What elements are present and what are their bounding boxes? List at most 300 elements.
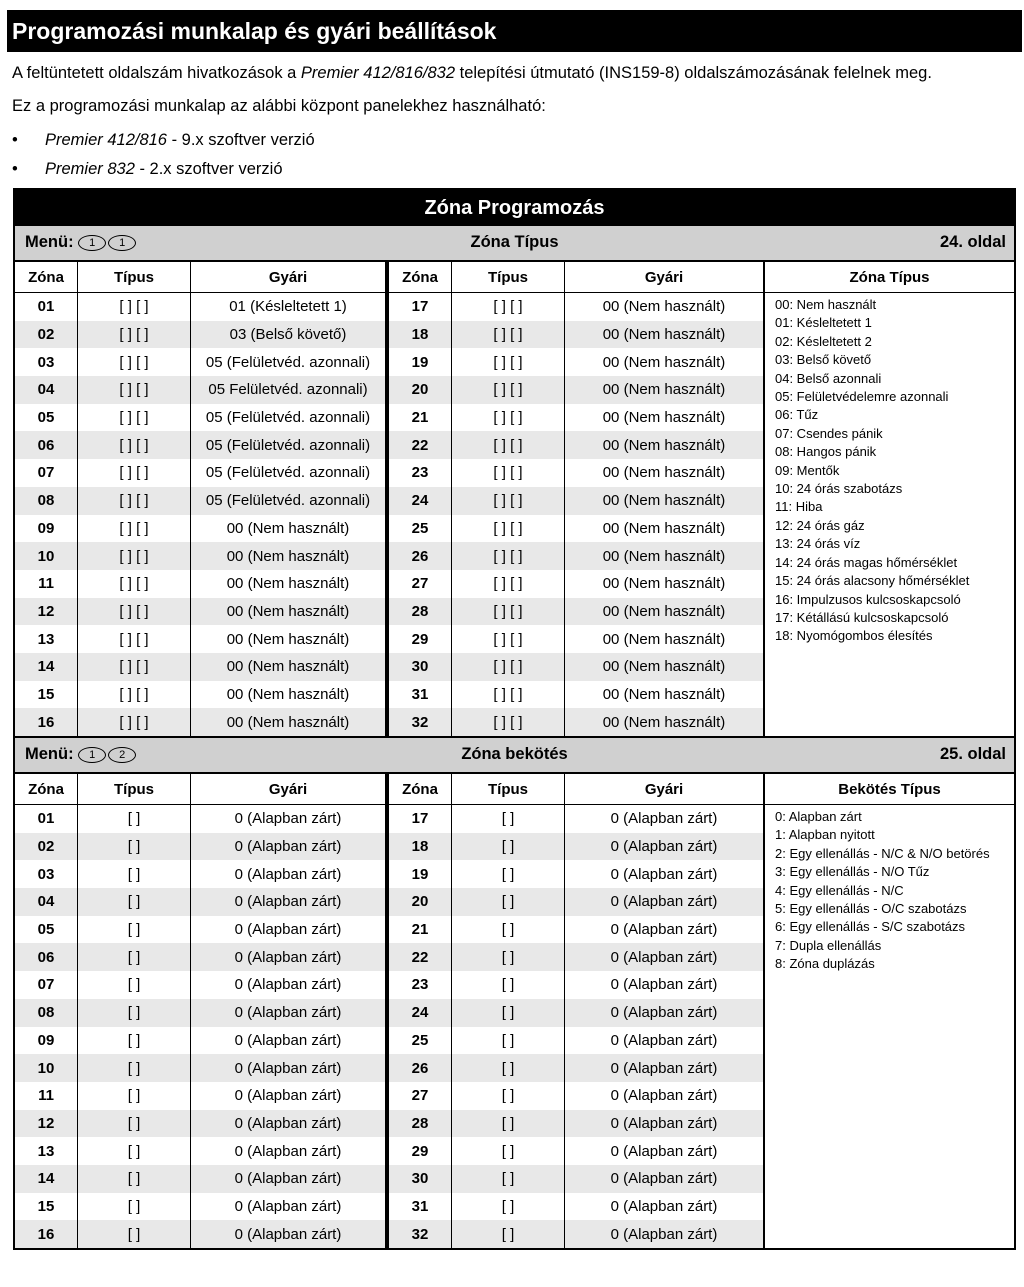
default-value: 0 (Alapban zárt) bbox=[234, 1197, 342, 1215]
default-value: 0 (Alapban zárt) bbox=[610, 838, 718, 856]
legend-item: 15: 24 órás alacsony hőmérséklet bbox=[775, 573, 970, 589]
table-row bbox=[389, 1220, 763, 1248]
type-entry-field[interactable]: [ ] bbox=[452, 888, 565, 916]
default-value: 0 (Alapban zárt) bbox=[234, 865, 342, 883]
type-entry-field[interactable]: [ ] [ ] bbox=[452, 570, 565, 598]
table-row bbox=[389, 708, 763, 736]
type-entry-field[interactable]: [ ] bbox=[78, 1165, 191, 1193]
zone-number: 26 bbox=[389, 542, 452, 570]
table-row bbox=[389, 1027, 763, 1055]
type-entry-field[interactable]: [ ] bbox=[452, 805, 565, 833]
default-value: 00 (Nem használt) bbox=[602, 575, 726, 593]
default-value: 00 (Nem használt) bbox=[602, 298, 726, 316]
default-value: 00 (Nem használt) bbox=[602, 381, 726, 399]
table-row bbox=[389, 805, 763, 833]
zone-number: 01 bbox=[15, 805, 78, 833]
legend-item: 00: Nem használt bbox=[775, 297, 877, 312]
table-row bbox=[15, 833, 385, 861]
default-value: 00 (Nem használt) bbox=[602, 713, 726, 731]
default-value: 05 (Felületvéd. azonnali) bbox=[205, 353, 371, 371]
type-entry-field[interactable]: [ ] [ ] bbox=[78, 293, 191, 321]
default-value: 00 (Nem használt) bbox=[226, 602, 350, 620]
table-row bbox=[15, 1082, 385, 1110]
zone-number: 28 bbox=[389, 1110, 452, 1138]
type-entry-field[interactable]: [ ] bbox=[78, 999, 191, 1027]
type-entry-field[interactable]: [ ] bbox=[78, 916, 191, 944]
default-value: 0 (Alapban zárt) bbox=[610, 1004, 718, 1022]
table-row bbox=[15, 598, 385, 626]
type-entry-field[interactable]: [ ] bbox=[452, 1082, 565, 1110]
legend-item: 6: Egy ellenállás - S/C szabotázs bbox=[775, 919, 966, 935]
legend-item: 7: Dupla ellenállás bbox=[775, 937, 882, 953]
zone-column bbox=[389, 262, 765, 736]
zone-number: 12 bbox=[15, 1110, 78, 1138]
default-value: 0 (Alapban zárt) bbox=[610, 1170, 718, 1188]
zone-number: 24 bbox=[389, 487, 452, 515]
table-row bbox=[15, 916, 385, 944]
zone-number: 01 bbox=[15, 293, 78, 321]
zone-number: 07 bbox=[15, 459, 78, 487]
zone-number: 23 bbox=[389, 971, 452, 999]
default-value: 0 (Alapban zárt) bbox=[234, 893, 342, 911]
legend-item: 05: Felületvédelemre azonnali bbox=[775, 389, 949, 405]
legend-item: 0: Alapban zárt bbox=[775, 809, 862, 824]
table-row bbox=[15, 348, 385, 376]
type-entry-field[interactable]: [ ] [ ] bbox=[78, 708, 191, 736]
default-value: 00 (Nem használt) bbox=[226, 630, 350, 648]
menu-label: Menü: 1 2 bbox=[25, 738, 138, 770]
type-entry-field[interactable]: [ ] [ ] bbox=[452, 625, 565, 653]
table-row bbox=[389, 376, 763, 404]
default-value: 00 (Nem használt) bbox=[226, 685, 350, 703]
type-entry-field[interactable]: [ ] bbox=[452, 1220, 565, 1248]
type-entry-field[interactable]: [ ] bbox=[452, 860, 565, 888]
table-row bbox=[15, 542, 385, 570]
zone-column bbox=[389, 774, 765, 1248]
type-entry-field[interactable]: [ ] [ ] bbox=[452, 431, 565, 459]
type-entry-field[interactable]: [ ] [ ] bbox=[78, 653, 191, 681]
type-entry-field[interactable]: [ ] bbox=[78, 971, 191, 999]
type-entry-field[interactable]: [ ] [ ] bbox=[78, 404, 191, 432]
zone-number: 28 bbox=[389, 598, 452, 626]
header-type: Típus bbox=[452, 774, 565, 804]
legend-item: 01: Késleltetett 1 bbox=[775, 315, 872, 331]
default-value: 00 (Nem használt) bbox=[602, 326, 726, 344]
bullet-item: • Premier 832 - 2.x szoftver verzió bbox=[12, 160, 283, 178]
table-row bbox=[15, 971, 385, 999]
zone-number: 09 bbox=[15, 1027, 78, 1055]
table-row bbox=[15, 708, 385, 736]
table-row bbox=[15, 321, 385, 349]
header-default: Gyári bbox=[268, 268, 308, 286]
menu-key-1: 1 bbox=[78, 747, 106, 763]
default-value: 0 (Alapban zárt) bbox=[234, 976, 342, 994]
zone-number: 24 bbox=[389, 999, 452, 1027]
table-row bbox=[15, 376, 385, 404]
menu-key-2: 2 bbox=[108, 747, 136, 763]
type-entry-field[interactable]: [ ] bbox=[452, 1137, 565, 1165]
table-row bbox=[15, 1110, 385, 1138]
default-value: 05 Felületvéd. azonnali) bbox=[208, 381, 368, 399]
menu-key-2: 1 bbox=[108, 235, 136, 251]
default-value: 0 (Alapban zárt) bbox=[234, 1142, 342, 1160]
zone-column bbox=[15, 262, 389, 736]
default-value: 00 (Nem használt) bbox=[602, 353, 726, 371]
table-row bbox=[389, 598, 763, 626]
legend-item: 18: Nyomógombos élesítés bbox=[775, 628, 933, 644]
default-value: 00 (Nem használt) bbox=[602, 436, 726, 454]
zone-number: 10 bbox=[15, 542, 78, 570]
default-value: 0 (Alapban zárt) bbox=[610, 1142, 718, 1160]
legend-item: 02: Késleltetett 2 bbox=[775, 333, 872, 349]
table-row bbox=[389, 293, 763, 321]
type-entry-field[interactable]: [ ] [ ] bbox=[452, 376, 565, 404]
table-row bbox=[15, 1165, 385, 1193]
table-row bbox=[15, 404, 385, 432]
table-row bbox=[389, 1082, 763, 1110]
menu-title: Zóna Típus bbox=[470, 233, 559, 251]
zone-number: 25 bbox=[389, 515, 452, 543]
default-value: 0 (Alapban zárt) bbox=[234, 1114, 342, 1132]
table-row bbox=[15, 805, 385, 833]
table-row bbox=[389, 1165, 763, 1193]
table-row bbox=[389, 625, 763, 653]
default-value: 00 (Nem használt) bbox=[602, 602, 726, 620]
type-entry-field[interactable]: [ ] bbox=[452, 1165, 565, 1193]
table-row bbox=[15, 888, 385, 916]
table-row bbox=[15, 1193, 385, 1221]
type-entry-field[interactable]: [ ] [ ] bbox=[78, 321, 191, 349]
zone-number: 30 bbox=[389, 1165, 452, 1193]
default-value: 0 (Alapban zárt) bbox=[610, 921, 718, 939]
default-value: 00 (Nem használt) bbox=[602, 547, 726, 565]
table-row bbox=[15, 515, 385, 543]
type-entry-field[interactable]: [ ] [ ] bbox=[78, 570, 191, 598]
zone-number: 13 bbox=[15, 625, 78, 653]
type-entry-field[interactable]: [ ] bbox=[78, 860, 191, 888]
default-value: 0 (Alapban zárt) bbox=[610, 1031, 718, 1049]
zone-number: 14 bbox=[15, 1165, 78, 1193]
type-entry-field[interactable]: [ ] bbox=[452, 1193, 565, 1221]
default-value: 0 (Alapban zárt) bbox=[234, 1170, 342, 1188]
default-value: 0 (Alapban zárt) bbox=[234, 1225, 342, 1243]
table-row bbox=[389, 1054, 763, 1082]
zone-number: 17 bbox=[389, 293, 452, 321]
zone-number: 21 bbox=[389, 916, 452, 944]
default-value: 0 (Alapban zárt) bbox=[610, 893, 718, 911]
type-entry-field[interactable]: [ ] bbox=[78, 805, 191, 833]
table-row bbox=[389, 888, 763, 916]
type-entry-field[interactable]: [ ] [ ] bbox=[452, 348, 565, 376]
default-value: 0 (Alapban zárt) bbox=[234, 1087, 342, 1105]
menu-title: Zóna bekötés bbox=[461, 745, 568, 763]
table-row bbox=[15, 653, 385, 681]
table-header bbox=[15, 774, 385, 805]
table-row bbox=[389, 321, 763, 349]
zone-number: 12 bbox=[15, 598, 78, 626]
zone-number: 08 bbox=[15, 487, 78, 515]
table-row bbox=[389, 459, 763, 487]
default-value: 0 (Alapban zárt) bbox=[610, 1197, 718, 1215]
zone-number: 15 bbox=[15, 1193, 78, 1221]
intro-line-1: A feltüntetett oldalszám hivatkozások a Premier 412/816/832 telepítési útmutató (INS159-8) oldalszámozásának felelnek meg. bbox=[12, 64, 932, 82]
zone-number: 27 bbox=[389, 570, 452, 598]
zone-number: 04 bbox=[15, 376, 78, 404]
table-row bbox=[15, 293, 385, 321]
default-value: 03 (Belső követő) bbox=[229, 326, 347, 344]
type-entry-field[interactable]: [ ] bbox=[452, 1054, 565, 1082]
default-value: 00 (Nem használt) bbox=[602, 630, 726, 648]
table-row bbox=[389, 916, 763, 944]
zone-number: 22 bbox=[389, 431, 452, 459]
zone-number: 14 bbox=[15, 653, 78, 681]
type-entry-field[interactable]: [ ] bbox=[78, 1054, 191, 1082]
default-value: 0 (Alapban zárt) bbox=[234, 838, 342, 856]
type-entry-field[interactable]: [ ] bbox=[78, 1137, 191, 1165]
type-entry-field[interactable]: [ ] bbox=[452, 833, 565, 861]
zone-number: 05 bbox=[15, 404, 78, 432]
type-entry-field[interactable]: [ ] [ ] bbox=[452, 542, 565, 570]
zone-number: 09 bbox=[15, 515, 78, 543]
menu-label: Menü: 1 1 bbox=[25, 226, 138, 258]
type-entry-field[interactable]: [ ] [ ] bbox=[78, 625, 191, 653]
header-type: Típus bbox=[78, 262, 191, 292]
type-entry-field[interactable]: [ ] bbox=[78, 1220, 191, 1248]
menu-bar bbox=[15, 226, 1014, 262]
header-default: Gyári bbox=[268, 780, 308, 798]
legend-list bbox=[765, 293, 1014, 646]
legend-item: 08: Hangos pánik bbox=[775, 444, 877, 460]
zone-number: 15 bbox=[15, 681, 78, 709]
zone-number: 31 bbox=[389, 1193, 452, 1221]
zone-number: 03 bbox=[15, 348, 78, 376]
default-value: 05 (Felületvéd. azonnali) bbox=[205, 464, 371, 482]
table-row bbox=[389, 681, 763, 709]
type-entry-field[interactable]: [ ] [ ] bbox=[452, 404, 565, 432]
zone-number: 32 bbox=[389, 708, 452, 736]
default-value: 00 (Nem használt) bbox=[226, 519, 350, 537]
legend-item: 10: 24 órás szabotázs bbox=[775, 481, 903, 497]
default-value: 00 (Nem használt) bbox=[226, 658, 350, 676]
table-row bbox=[389, 570, 763, 598]
table-row bbox=[15, 459, 385, 487]
zone-number: 27 bbox=[389, 1082, 452, 1110]
type-entry-field[interactable]: [ ] [ ] bbox=[452, 708, 565, 736]
type-entry-field[interactable]: [ ] [ ] bbox=[78, 681, 191, 709]
table-row bbox=[389, 404, 763, 432]
menu-key-1: 1 bbox=[78, 235, 106, 251]
zone-number: 02 bbox=[15, 833, 78, 861]
default-value: 01 (Késleltetett 1) bbox=[229, 298, 347, 316]
zone-number: 03 bbox=[15, 860, 78, 888]
zone-number: 04 bbox=[15, 888, 78, 916]
table-row bbox=[15, 570, 385, 598]
table-row bbox=[389, 833, 763, 861]
type-entry-field[interactable]: [ ] [ ] bbox=[78, 487, 191, 515]
default-value: 05 (Felületvéd. azonnali) bbox=[205, 436, 371, 454]
type-entry-field[interactable]: [ ] bbox=[78, 1082, 191, 1110]
type-entry-field[interactable]: [ ] [ ] bbox=[452, 487, 565, 515]
zone-number: 19 bbox=[389, 348, 452, 376]
type-entry-field[interactable]: [ ] bbox=[452, 1027, 565, 1055]
legend-item: 4: Egy ellenállás - N/C bbox=[775, 882, 904, 898]
type-entry-field[interactable]: [ ] [ ] bbox=[78, 598, 191, 626]
zone-number: 11 bbox=[15, 570, 78, 598]
zone-number: 05 bbox=[15, 916, 78, 944]
table-row bbox=[389, 999, 763, 1027]
type-entry-field[interactable]: [ ] [ ] bbox=[452, 293, 565, 321]
table-row bbox=[15, 1027, 385, 1055]
zone-grid bbox=[15, 262, 1014, 736]
default-value: 05 (Felületvéd. azonnali) bbox=[205, 492, 371, 510]
type-entry-field[interactable]: [ ] bbox=[78, 833, 191, 861]
type-entry-field[interactable]: [ ] [ ] bbox=[78, 348, 191, 376]
zone-number: 18 bbox=[389, 321, 452, 349]
default-value: 0 (Alapban zárt) bbox=[610, 865, 718, 883]
legend-item: 16: Impulzusos kulcsoskapcsoló bbox=[775, 591, 961, 607]
zone-number: 11 bbox=[15, 1082, 78, 1110]
zone-number: 29 bbox=[389, 1137, 452, 1165]
header-zone: Zóna bbox=[15, 262, 78, 292]
default-value: 00 (Nem használt) bbox=[602, 658, 726, 676]
type-entry-field[interactable]: [ ] bbox=[78, 1193, 191, 1221]
default-value: 0 (Alapban zárt) bbox=[610, 948, 718, 966]
zone-number: 31 bbox=[389, 681, 452, 709]
zone-number: 25 bbox=[389, 1027, 452, 1055]
default-value: 0 (Alapban zárt) bbox=[234, 921, 342, 939]
type-entry-field[interactable]: [ ] bbox=[452, 1110, 565, 1138]
default-value: 0 (Alapban zárt) bbox=[610, 810, 718, 828]
legend-item: 3: Egy ellenállás - N/O Tűz bbox=[775, 864, 930, 880]
type-entry-field[interactable]: [ ] bbox=[452, 971, 565, 999]
header-type: Típus bbox=[452, 262, 565, 292]
legend-item: 17: Kétállású kulcsoskapcsoló bbox=[775, 609, 949, 625]
zone-number: 02 bbox=[15, 321, 78, 349]
table-row bbox=[389, 943, 763, 971]
table-header bbox=[15, 262, 385, 293]
zone-number: 17 bbox=[389, 805, 452, 833]
type-entry-field[interactable]: [ ] bbox=[452, 916, 565, 944]
legend-item: 5: Egy ellenállás - O/C szabotázs bbox=[775, 901, 967, 917]
zone-number: 06 bbox=[15, 431, 78, 459]
legend-item: 07: Csendes pánik bbox=[775, 425, 883, 441]
bullet-item: • Premier 412/816 - 9.x szoftver verzió bbox=[12, 131, 315, 149]
table-row bbox=[15, 431, 385, 459]
type-entry-field[interactable]: [ ] bbox=[78, 943, 191, 971]
zone-number: 16 bbox=[15, 708, 78, 736]
legend-item: 13: 24 órás víz bbox=[775, 536, 861, 552]
default-value: 00 (Nem használt) bbox=[602, 492, 726, 510]
zone-number: 32 bbox=[389, 1220, 452, 1248]
type-entry-field[interactable]: [ ] [ ] bbox=[78, 459, 191, 487]
type-entry-field[interactable]: [ ] [ ] bbox=[452, 321, 565, 349]
default-value: 00 (Nem használt) bbox=[602, 685, 726, 703]
table-row bbox=[389, 348, 763, 376]
table-row bbox=[389, 431, 763, 459]
type-entry-field[interactable]: [ ] bbox=[78, 888, 191, 916]
default-value: 00 (Nem használt) bbox=[602, 464, 726, 482]
table-row bbox=[389, 971, 763, 999]
default-value: 00 (Nem használt) bbox=[226, 575, 350, 593]
default-value: 0 (Alapban zárt) bbox=[234, 1031, 342, 1049]
zone-number: 13 bbox=[15, 1137, 78, 1165]
zone-number: 26 bbox=[389, 1054, 452, 1082]
header-zone: Zóna bbox=[389, 262, 452, 292]
legend-item: 8: Zóna duplázás bbox=[775, 956, 875, 972]
default-value: 00 (Nem használt) bbox=[602, 519, 726, 537]
zone-number: 18 bbox=[389, 833, 452, 861]
type-entry-field[interactable]: [ ] bbox=[78, 1027, 191, 1055]
type-entry-field[interactable]: [ ] [ ] bbox=[452, 459, 565, 487]
default-value: 0 (Alapban zárt) bbox=[610, 976, 718, 994]
legend-item: 06: Tűz bbox=[775, 407, 819, 423]
page-title: Programozási munkalap és gyári beállítások bbox=[7, 10, 1022, 52]
default-value: 0 (Alapban zárt) bbox=[234, 810, 342, 828]
table-row bbox=[389, 1110, 763, 1138]
type-entry-field[interactable]: [ ] bbox=[452, 999, 565, 1027]
legend-header: Zóna Típus bbox=[765, 262, 1014, 293]
section-title: Zóna Programozás bbox=[15, 190, 1014, 226]
type-entry-field[interactable]: [ ] [ ] bbox=[78, 431, 191, 459]
default-value: 0 (Alapban zárt) bbox=[234, 1059, 342, 1077]
default-value: 00 (Nem használt) bbox=[226, 547, 350, 565]
legend-item: 2: Egy ellenállás - N/C & N/O betörés bbox=[775, 845, 990, 861]
type-entry-field[interactable]: [ ] [ ] bbox=[78, 542, 191, 570]
default-value: 0 (Alapban zárt) bbox=[610, 1225, 718, 1243]
table-header bbox=[389, 774, 763, 805]
menus-container bbox=[15, 226, 1014, 1248]
zone-number: 29 bbox=[389, 625, 452, 653]
table-row bbox=[389, 1137, 763, 1165]
type-entry-field[interactable]: [ ] [ ] bbox=[452, 653, 565, 681]
type-entry-field[interactable]: [ ] [ ] bbox=[78, 376, 191, 404]
type-legend bbox=[765, 774, 1014, 1248]
legend-list bbox=[765, 805, 1014, 974]
legend-item: 14: 24 órás magas hőmérséklet bbox=[775, 554, 958, 570]
legend-item: 03: Belső követő bbox=[775, 352, 872, 368]
table-row bbox=[389, 515, 763, 543]
type-entry-field[interactable]: [ ] [ ] bbox=[452, 515, 565, 543]
type-entry-field[interactable]: [ ] bbox=[452, 943, 565, 971]
legend-item: 09: Mentők bbox=[775, 462, 840, 478]
type-entry-field[interactable]: [ ] [ ] bbox=[452, 598, 565, 626]
table-row bbox=[15, 681, 385, 709]
table-row bbox=[389, 860, 763, 888]
table-row bbox=[15, 999, 385, 1027]
table-row bbox=[15, 1220, 385, 1248]
default-value: 0 (Alapban zárt) bbox=[610, 1087, 718, 1105]
legend-item: 12: 24 órás gáz bbox=[775, 517, 865, 533]
header-default: Gyári bbox=[644, 780, 684, 798]
zone-number: 08 bbox=[15, 999, 78, 1027]
zone-number: 21 bbox=[389, 404, 452, 432]
zone-number: 22 bbox=[389, 943, 452, 971]
zone-number: 07 bbox=[15, 971, 78, 999]
table-row bbox=[15, 943, 385, 971]
type-entry-field[interactable]: [ ] [ ] bbox=[452, 681, 565, 709]
legend-item: 1: Alapban nyitott bbox=[775, 827, 875, 843]
zone-number: 30 bbox=[389, 653, 452, 681]
zone-number: 23 bbox=[389, 459, 452, 487]
header-type: Típus bbox=[78, 774, 191, 804]
type-entry-field[interactable]: [ ] bbox=[78, 1110, 191, 1138]
table-row bbox=[15, 487, 385, 515]
zone-number: 16 bbox=[15, 1220, 78, 1248]
zone-grid bbox=[15, 774, 1014, 1248]
type-entry-field[interactable]: [ ] [ ] bbox=[78, 515, 191, 543]
legend-item: 04: Belső azonnali bbox=[775, 370, 882, 386]
legend-item: 11: Hiba bbox=[775, 499, 823, 515]
